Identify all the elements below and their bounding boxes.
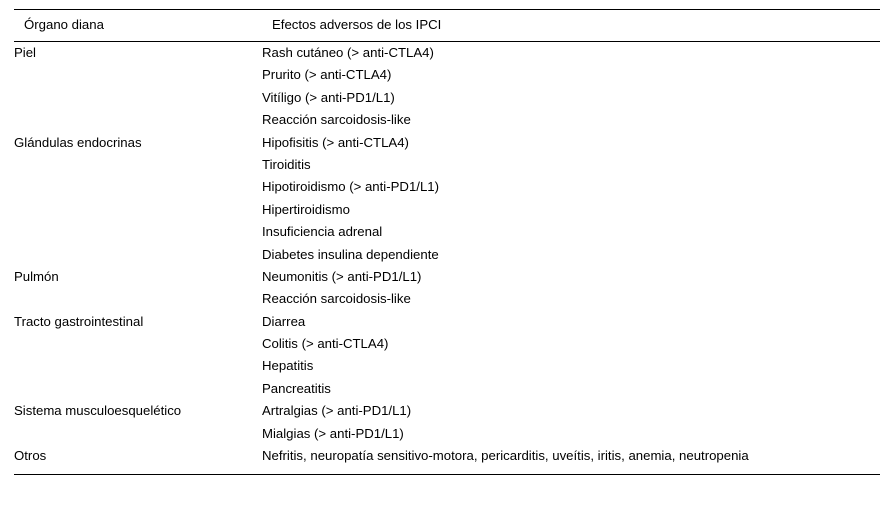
- effect-item: Colitis (> anti-CTLA4): [262, 336, 389, 352]
- effect-item: Nefritis, neuropatía sensitivo-motora, pericarditis, uveítis, iritis, anemia, neutropenia: [262, 448, 749, 464]
- effect-item: Mialgias (> anti-PD1/L1): [262, 425, 404, 441]
- effect-item: Rash cutáneo (> anti-CTLA4): [262, 45, 434, 60]
- table-row: [14, 311, 880, 401]
- effects-cell: [262, 42, 880, 132]
- table-row: [14, 445, 880, 475]
- organ-cell: [14, 132, 262, 266]
- effect-item: Hipertiroidismo: [262, 201, 350, 217]
- organ-cell: [14, 42, 262, 132]
- table-header-row: [14, 10, 880, 42]
- effects-cell: [262, 445, 880, 475]
- effects-cell: [262, 311, 880, 401]
- effect-item: Tiroiditis: [262, 156, 311, 172]
- effect-item: Reacción sarcoidosis-like: [262, 112, 411, 128]
- effect-item: Hipotiroidismo (> anti-PD1/L1): [262, 179, 440, 195]
- organ-cell: [14, 400, 262, 445]
- table-body: [14, 42, 880, 475]
- effect-item: Prurito (> anti-CTLA4): [262, 67, 392, 83]
- effect-item: Hipofisitis (> anti-CTLA4): [262, 134, 409, 150]
- effect-item: Hepatitis: [262, 358, 314, 374]
- organ-cell: [14, 311, 262, 401]
- organ-cell: [14, 445, 262, 475]
- organ-label: Sistema musculoesquelético: [14, 403, 182, 419]
- effect-item: Artralgias (> anti-PD1/L1): [262, 403, 412, 419]
- organ-label: Piel: [14, 45, 36, 60]
- table-header: [14, 10, 880, 42]
- organ-label: Otros: [14, 448, 47, 464]
- organ-label: Pulmón: [14, 268, 59, 284]
- effect-item: Reacción sarcoidosis-like: [262, 291, 411, 307]
- table-row: [14, 266, 880, 311]
- effect-item: Diabetes insulina dependiente: [262, 246, 439, 262]
- table-row: [14, 132, 880, 266]
- effects-cell: [262, 266, 880, 311]
- document-page: [0, 9, 896, 508]
- effect-item: Vitíligo (> anti-PD1/L1): [262, 89, 395, 105]
- adverse-effects-table: [14, 9, 880, 475]
- effect-item: Pancreatitis: [262, 380, 331, 396]
- effect-item: Neumonitis (> anti-PD1/L1): [262, 268, 422, 284]
- column-header-organ: Órgano diana: [14, 10, 262, 42]
- column-header-effects: Efectos adversos de los IPCI: [262, 10, 880, 42]
- effect-item: Diarrea: [262, 313, 306, 329]
- table-row: [14, 42, 880, 132]
- effects-cell: [262, 400, 880, 445]
- effects-cell: [262, 132, 880, 266]
- organ-label: Glándulas endocrinas: [14, 134, 142, 150]
- organ-cell: [14, 266, 262, 311]
- table-row: [14, 400, 880, 445]
- effect-item: Insuficiencia adrenal: [262, 224, 383, 240]
- organ-label: Tracto gastrointestinal: [14, 313, 144, 329]
